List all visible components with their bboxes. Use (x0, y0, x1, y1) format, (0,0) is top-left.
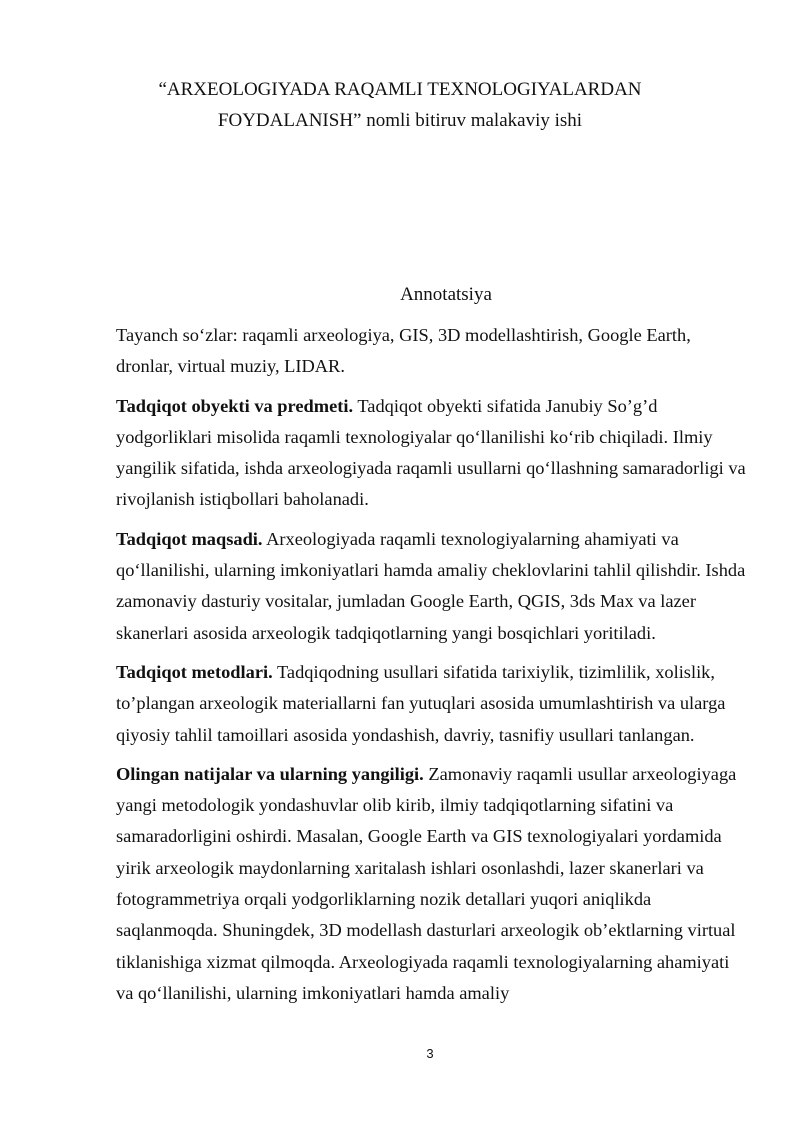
paragraph-text: Arxeologiyada raqamli texnologiyalarning ahamiyati va qo‘llanilishi, ularning imkoniyatlari hamda amaliy cheklovlarini tahlil qilishdir. Ishda zamonaviy dasturiy vositalar, jumladan Google Earth, QGIS, 3ds Max va lazer skanerlari asosida arxeologik tadqiqotlarning yangi bosqichlari yoritiladi. (116, 528, 746, 643)
paragraph-label: Tadqiqot maqsadi. (116, 528, 263, 549)
paragraph-text: Tadqiqot obyekti sifatida Janubiy So’g’d yodgorliklari misolida raqamli texnologiyalar qo‘llanilishi ko‘rib chiqiladi. Ilmiy yangilik sifatida, ishda arxeologiyada raqamli usullarni qo‘llashning samaradorligi va rivojlanish istiqbollari baholanadi. (116, 395, 746, 510)
title-line-2: FOYDALANISH” nomli bitiruv malakaviy ishi (217, 110, 583, 131)
results-paragraph (116, 759, 748, 1009)
research-goal-paragraph (116, 524, 748, 649)
paragraph-label: Olingan natijalar va ularning yangiligi. (116, 763, 424, 784)
paragraph-text: Tadqiqodning usullari sifatida tarixiylik, tizimlilik, xolislik, to’plangan arxeologik materiallarni fan yutuqlari asosida umumlashtirish va ularga qiyosiy tahlil tamoillari asosida yondashish, davriy, tasnifiy usullari tanlangan. (116, 661, 726, 745)
paragraph-label: Tadqiqot metodlari. (116, 661, 273, 682)
paragraph-text: Tayanch so‘zlar: raqamli arxeologiya, GIS, 3D modellashtirish, Google Earth, dronlar, virtual muziy, LIDAR. (116, 325, 691, 377)
annotation-body (116, 320, 748, 1017)
research-methods-paragraph (116, 657, 748, 751)
page-number: 3 (426, 1046, 434, 1061)
keywords-paragraph (116, 320, 748, 383)
paragraph-text: Zamonaviy raqamli usullar arxeologiyaga yangi metodologik yondashuvlar olib kirib, ilmiy tadqiqotlarning sifatini va samaradorligini oshirdi. Masalan, Google Earth va GIS texnologiyalari yordamida yirik arxeologik maydonlarning xaritalash ishlari osonlashdi, lazer skanerlari va fotogrammetriya orqali yodgorliklarning nozik detallari yuqori aniqlikda saqlanmoqda. Shuningdek, 3D modellash dasturlari arxeologik ob’ektlarning virtual tiklanishiga xizmat qilmoqda. Arxeologiyada raqamli texnologiyalarning ahamiyati va qo‘llanilishi, ularning imkoniyatlari hamda amaliy (116, 763, 737, 1003)
paragraph-label: Tadqiqot obyekti va predmeti. (116, 395, 354, 416)
document-title (0, 74, 800, 136)
research-object-paragraph (116, 391, 748, 516)
annotation-heading: Annotatsiya (400, 284, 492, 305)
title-line-1: “ARXEOLOGIYADA RAQAMLI TEXNOLOGIYALARDAN (158, 79, 642, 100)
